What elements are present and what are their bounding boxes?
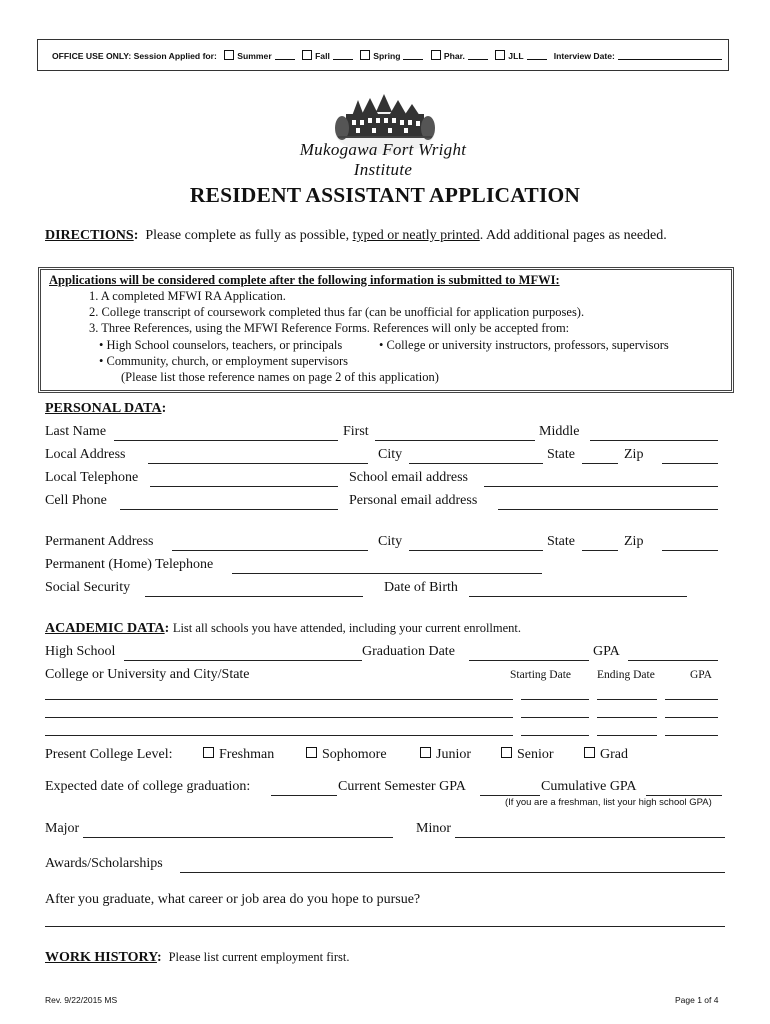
starting-date-header: Starting Date xyxy=(510,669,571,681)
junior-checkbox xyxy=(420,747,431,758)
reference-bullet-3: • Community, church, or employment supervisors xyxy=(99,354,349,368)
first-name-field[interactable] xyxy=(375,440,535,441)
permanent-telephone-field[interactable] xyxy=(232,573,542,574)
social-security-field[interactable] xyxy=(145,596,363,597)
directions-text2: typed or neatly printed xyxy=(352,228,480,243)
page-number: Page 1 of 4 xyxy=(675,995,719,1005)
level-sophomore[interactable]: Sophomore xyxy=(306,747,387,763)
expected-graduation-field[interactable] xyxy=(271,795,337,796)
awards-field[interactable] xyxy=(180,872,725,873)
high-school-gpa-field[interactable] xyxy=(628,660,718,661)
cell-phone-label: Cell Phone xyxy=(45,493,107,508)
office-use-box xyxy=(37,39,729,71)
graduation-date-label: Graduation Date xyxy=(362,644,455,659)
summer-line[interactable] xyxy=(275,59,295,60)
fall-checkbox[interactable] xyxy=(302,50,312,60)
social-security-label: Social Security xyxy=(45,580,131,595)
college-row-2[interactable] xyxy=(45,717,513,718)
college-row-3-start[interactable] xyxy=(521,735,589,736)
graduation-date-field[interactable] xyxy=(469,660,589,661)
permanent-address-field[interactable] xyxy=(172,550,368,551)
revision-footer: Rev. 9/22/2015 MS xyxy=(45,995,118,1005)
requirements-note: (Please list those reference names on page 2 of this application) xyxy=(121,370,439,384)
jll-checkbox[interactable] xyxy=(495,50,505,60)
college-row-1-end[interactable] xyxy=(597,699,657,700)
requirement-item-3: 3. Three References, using the MFWI Reference Forms. References will only be accepted from: xyxy=(89,321,570,335)
date-of-birth-label: Date of Birth xyxy=(384,580,458,595)
permanent-zip-label: Zip xyxy=(624,534,644,549)
permanent-city-field[interactable] xyxy=(409,550,543,551)
personal-email-field[interactable] xyxy=(498,509,718,510)
permanent-zip-field[interactable] xyxy=(662,550,718,551)
college-row-1-start[interactable] xyxy=(521,699,589,700)
summer-checkbox[interactable] xyxy=(224,50,234,60)
minor-label: Minor xyxy=(416,821,451,836)
office-label: OFFICE USE ONLY: Session Applied for: xyxy=(52,51,217,61)
directions-label: DIRECTIONS xyxy=(45,228,134,243)
senior-checkbox xyxy=(501,747,512,758)
career-question: After you graduate, what career or job area do you hope to pursue? xyxy=(45,892,421,907)
high-school-label: High School xyxy=(45,644,116,659)
college-row-2-end[interactable] xyxy=(597,717,657,718)
high-school-field[interactable] xyxy=(124,660,362,661)
grad-checkbox xyxy=(584,747,595,758)
college-row-1[interactable] xyxy=(45,699,513,700)
academic-data-heading: ACADEMIC DATA: List all schools you have attended, including your current enrollment. xyxy=(45,621,522,636)
level-freshman[interactable]: Freshman xyxy=(203,747,274,763)
requirements-box xyxy=(38,267,734,393)
local-city-label: City xyxy=(378,447,403,462)
office-option-fall: Fall xyxy=(315,51,330,61)
career-field[interactable] xyxy=(45,926,725,927)
level-junior[interactable]: Junior xyxy=(420,747,471,763)
first-name-label: First xyxy=(343,424,369,439)
academic-note: List all schools you have attended, including your current enrollment. xyxy=(172,621,522,635)
freshman-gpa-note: (If you are a freshman, list your high school GPA) xyxy=(505,797,712,808)
jll-line[interactable] xyxy=(527,59,547,60)
date-of-birth-field[interactable] xyxy=(469,596,687,597)
cell-phone-field[interactable] xyxy=(120,509,338,510)
personal-data-heading: PERSONAL DATA: xyxy=(45,401,167,416)
local-state-field[interactable] xyxy=(582,463,618,464)
permanent-state-label: State xyxy=(547,534,575,549)
middle-name-field[interactable] xyxy=(590,440,718,441)
local-zip-field[interactable] xyxy=(662,463,718,464)
permanent-telephone-label: Permanent (Home) Telephone xyxy=(45,557,214,572)
office-option-jll: JLL xyxy=(508,51,524,61)
personal-email-label: Personal email address xyxy=(349,493,478,508)
requirement-item-1: 1. A completed MFWI RA Application. xyxy=(89,289,286,303)
current-gpa-field[interactable] xyxy=(480,795,540,796)
college-row-3-gpa[interactable] xyxy=(665,735,718,736)
reference-bullet-2: • College or university instructors, professors, supervisors xyxy=(379,338,669,352)
local-address-field[interactable] xyxy=(148,463,368,464)
current-gpa-label: Current Semester GPA xyxy=(338,779,466,794)
freshman-checkbox xyxy=(203,747,214,758)
high-school-gpa-label: GPA xyxy=(593,644,620,659)
work-history-heading: WORK HISTORY: Please list current employment first. xyxy=(45,950,350,965)
interview-date-line[interactable] xyxy=(618,59,722,60)
last-name-field[interactable] xyxy=(114,440,338,441)
school-email-field[interactable] xyxy=(484,486,718,487)
cumulative-gpa-label: Cumulative GPA xyxy=(541,779,637,794)
level-senior[interactable]: Senior xyxy=(501,747,554,763)
awards-label: Awards/Scholarships xyxy=(45,856,163,871)
local-telephone-field[interactable] xyxy=(150,486,338,487)
expected-graduation-label: Expected date of college graduation: xyxy=(45,779,251,794)
office-option-summer: Summer xyxy=(237,51,272,61)
local-state-label: State xyxy=(547,447,575,462)
college-level-label: Present College Level: xyxy=(45,747,173,762)
requirement-item-2: 2. College transcript of coursework completed thus far (can be unofficial for application purposes). xyxy=(89,305,585,319)
major-field[interactable] xyxy=(83,837,393,838)
page-title: RESIDENT ASSISTANT APPLICATION xyxy=(189,183,581,207)
directions-text3: . Add additional pages as needed. xyxy=(479,228,667,243)
spring-line[interactable] xyxy=(403,59,423,60)
phar-line[interactable] xyxy=(468,59,488,60)
directions-text1: Please complete as fully as possible, xyxy=(145,228,350,243)
local-city-field[interactable] xyxy=(409,463,543,464)
local-zip-label: Zip xyxy=(624,447,644,462)
college-row-2-start[interactable] xyxy=(521,717,589,718)
minor-field[interactable] xyxy=(455,837,725,838)
permanent-address-label: Permanent Address xyxy=(45,534,154,549)
college-row-3[interactable] xyxy=(45,735,513,736)
reference-bullet-1: • High School counselors, teachers, or principals xyxy=(99,338,343,352)
level-grad[interactable]: Grad xyxy=(584,747,628,763)
local-telephone-label: Local Telephone xyxy=(45,470,139,485)
institute-logo-text: Mukogawa Fort Wright Institute xyxy=(299,140,467,179)
permanent-city-label: City xyxy=(378,534,403,549)
directions: DIRECTIONS: Please complete as fully as possible, typed or neatly printed. Add additional pages as needed. xyxy=(45,228,667,243)
college-row-3-end[interactable] xyxy=(597,735,657,736)
college-label: College or University and City/State xyxy=(45,667,250,682)
fall-line[interactable] xyxy=(333,59,353,60)
college-row-2-gpa[interactable] xyxy=(665,717,718,718)
college-row-1-gpa[interactable] xyxy=(665,699,718,700)
ending-date-header: Ending Date xyxy=(597,669,655,681)
phar-checkbox[interactable] xyxy=(431,50,441,60)
work-history-note: Please list current employment first. xyxy=(168,950,350,964)
spring-checkbox[interactable] xyxy=(360,50,370,60)
middle-name-label: Middle xyxy=(539,424,580,439)
local-address-label: Local Address xyxy=(45,447,126,462)
requirements-heading: Applications will be considered complete after the following information is submitted to MFWI: xyxy=(49,273,560,287)
college-gpa-header: GPA xyxy=(690,669,712,681)
school-email-label: School email address xyxy=(349,470,468,485)
office-option-phar: Phar. xyxy=(443,51,465,61)
office-option-spring: Spring xyxy=(373,51,401,61)
interview-date-label: Interview Date: xyxy=(553,51,615,61)
major-label: Major xyxy=(45,821,80,836)
last-name-label: Last Name xyxy=(45,424,107,439)
sophomore-checkbox xyxy=(306,747,317,758)
cumulative-gpa-field[interactable] xyxy=(646,795,722,796)
permanent-state-field[interactable] xyxy=(582,550,618,551)
